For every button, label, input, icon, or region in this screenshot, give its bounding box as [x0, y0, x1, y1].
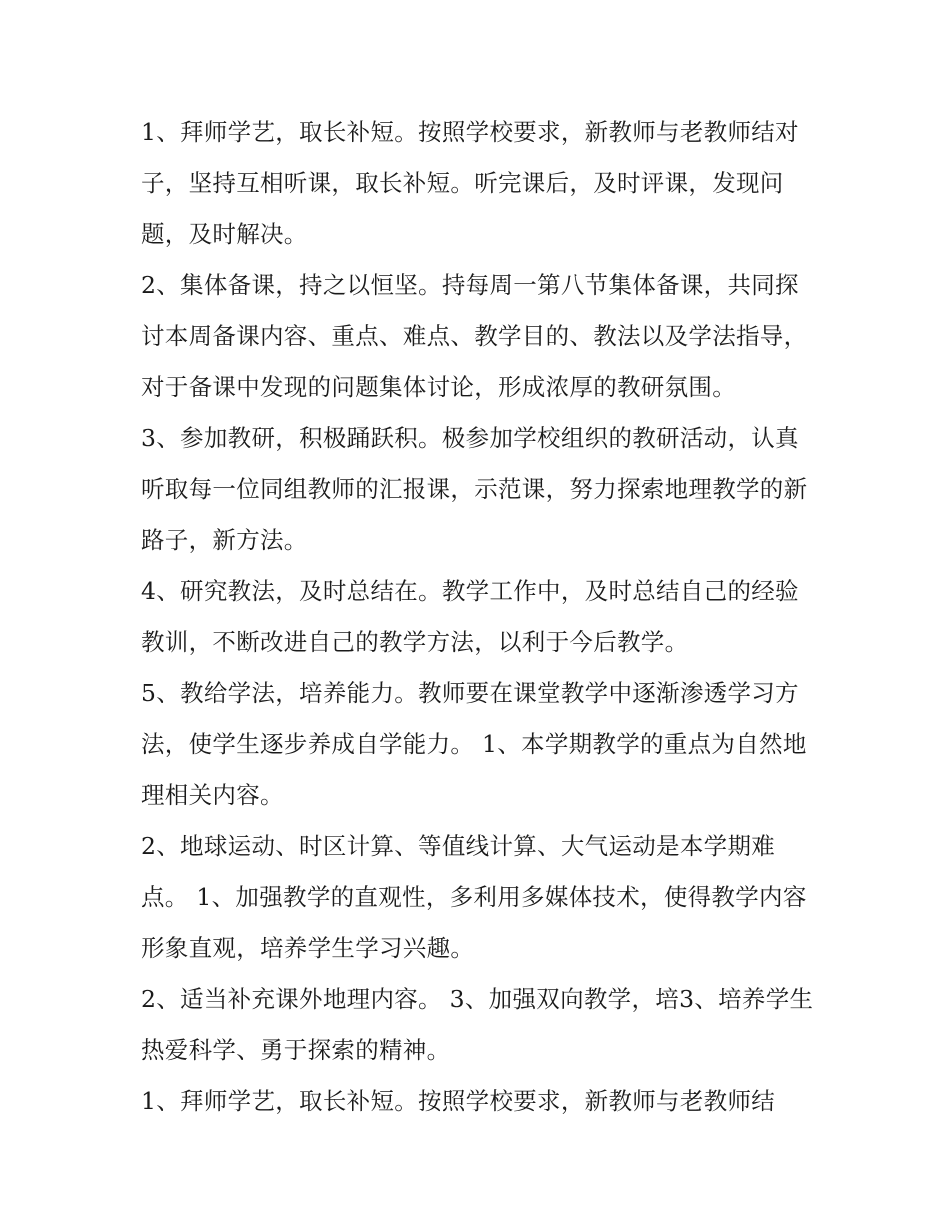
paragraph-1: 1、拜师学艺，取长补短。按照学校要求，新教师与老教师结对子，坚持互相听课，取长补短。听完课后，及时评课，发现问题，及时解决。 — [141, 118, 799, 248]
paragraph-4: 4、研究教法，及时总结在。教学工作中，及时总结自己的经验教训，不断改进自己的教学方法，以利于今后教学。 — [141, 577, 799, 656]
paragraph-8: 1、拜师学艺，取长补短。按照学校要求，新教师与老教师结 — [141, 1087, 776, 1115]
paragraph-3: 3、参加教研，积极踊跃积。极参加学校组织的教研活动，认真听取每一位同组教师的汇报课，示范课，努力探索地理教学的新路子，新方法。 — [141, 424, 808, 554]
document-body — [141, 107, 821, 1127]
paragraph-5: 5、教给学法，培养能力。教师要在课堂教学中逐渐渗透学习方法，使学生逐步养成自学能力。 1、本学期教学的重点为自然地理相关内容。 — [141, 679, 807, 809]
paragraph-2: 2、集体备课，持之以恒坚。持每周一第八节集体备课，共同探讨本周备课内容、重点、难点、教学目的、教法以及学法指导，对于备课中发现的问题集体讨论，形成浓厚的教研氛围。 — [141, 271, 808, 401]
paragraph-7: 2、适当补充课外地理内容。 3、加强双向教学，培3、培养学生热爱科学、勇于探索的精神。 — [141, 985, 814, 1064]
paragraph-6: 2、地球运动、时区计算、等值线计算、大气运动是本学期难点。 1、加强教学的直观性，多利用多媒体技术，使得教学内容形象直观，培养学生学习兴趣。 — [141, 832, 807, 962]
